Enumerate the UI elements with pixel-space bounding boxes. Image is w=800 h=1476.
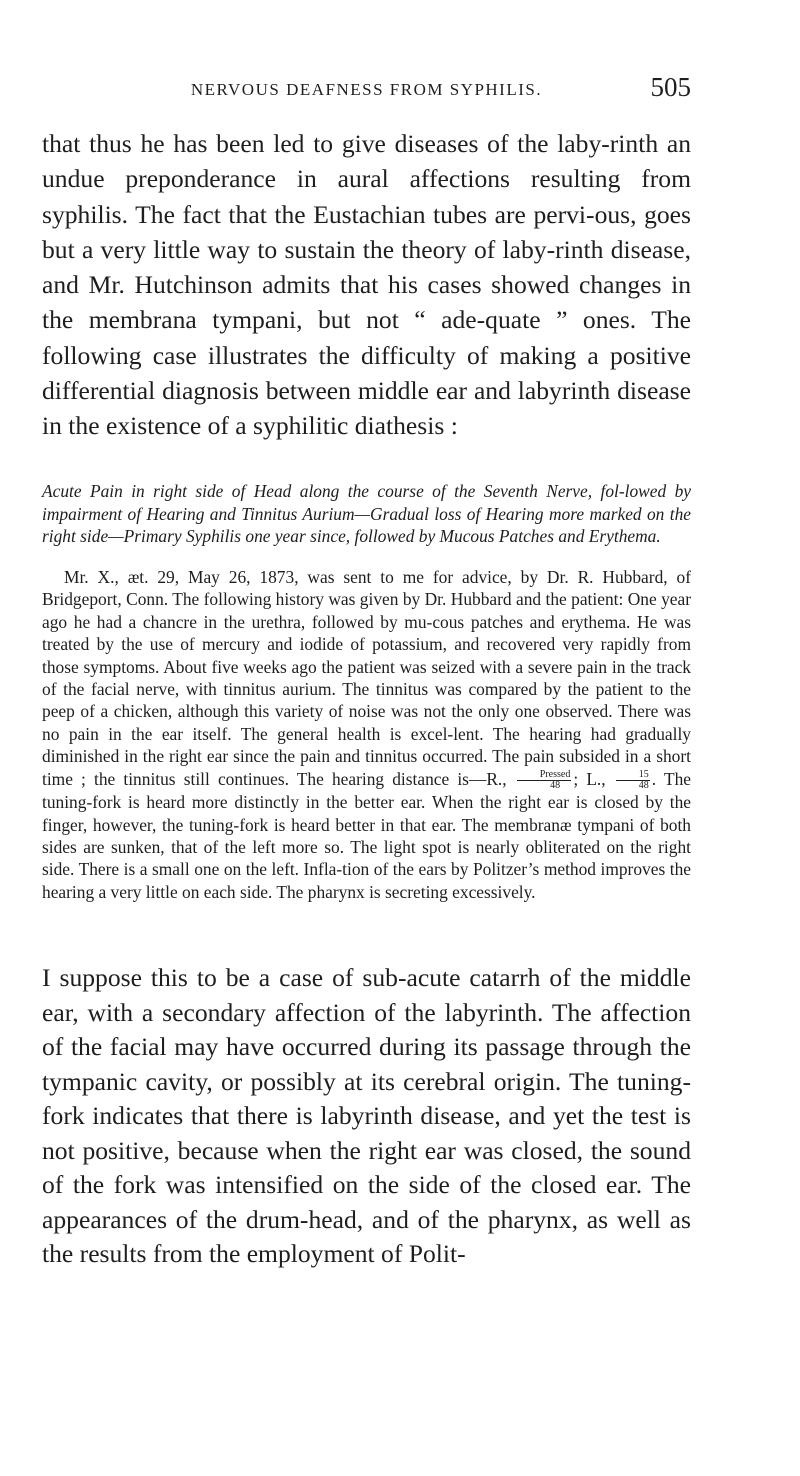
running-title: NERVOUS DEAFNESS FROM SYPHILIS. <box>190 80 543 99</box>
fraction-l-numerator: 15 <box>616 770 650 781</box>
running-head <box>42 70 691 110</box>
page-number: 505 <box>650 72 691 102</box>
fraction-l-denominator: 48 <box>638 780 649 792</box>
intro-paragraph: that thus he has been led to give diseases of the laby-rinth an undue preponderance in aural affections resulting from syphilis. The fact that the Eustachian tubes are pervi-ous, goes but a very little way to sustain the theory of laby-rinth disease, and Mr. Hutchinson admits that his cases showed changes in the membrana tympani, but not “ ade-quate ” ones. The following case illustrates the difficulty of making a positive differential diagnosis between middle ear and labyrinth disease in the existence of a syphilitic diathesis : <box>42 129 691 441</box>
case-report-text-2: ; L., <box>573 768 606 789</box>
case-report-text-3: . The tuning-fork is heard more distinctly in the better ear. When the right ear is closed by the finger, however, the tuning-fork is heard better in that ear. The membranæ tympani of both sides are sunken, that of the left more so. The light spot is nearly obliterated on the right side. There is a small one on the left. Infla-tion of the ears by Politzer’s method improves the hearing a very little on each side. The pharynx is secreting excessively. <box>42 768 691 902</box>
case-report-text-1: Mr. X., æt. 29, May 26, 1873, was sent to me for advice, by Dr. R. Hubbard, of Bridgeport, Conn. The following history was given by Dr. Hubbard and the patient: One year ago he had a chancre in the urethra, followed by mu-cous patches and erythema. He was treated by the use of mercury and iodide of potassium, and recovered very rapidly from those symptoms. About five weeks ago the patient was seized with a severe pain in the track of the facial nerve, with tinnitus aurium. The tinnitus was compared by the patient to the peep of a chicken, although this variety of noise was not the only one observed. There was no pain in the ear itself. The general health is excel-lent. The hearing had gradually diminished in the right ear since the pain and tinnitus occurred. The pain subsided in a short time ; the tinnitus still continues. The hearing distance is—R., <box>42 567 691 789</box>
hearing-distance-right-fraction <box>517 770 572 791</box>
conclusion-paragraph: I suppose this to be a case of sub-acute catarrh of the middle ear, with a secondary affection of the labyrinth. The affection of the facial may have occurred during its passage through the tympanic cavity, or possibly at its cerebral origin. The tuning-fork indicates that there is labyrinth disease, and yet the test is not positive, because when the right ear was closed, the sound of the fork was intensified on the side of the closed ear. The appearances of the drum-head, and of the pharynx, as well as the results from the employment of Polit- <box>42 963 691 1268</box>
hearing-distance-left-fraction <box>616 770 650 791</box>
case-report-paragraph <box>42 566 691 903</box>
case-heading: Acute Pain in right side of Head along the course of the Seventh Nerve, fol-lowed by impairment of Hearing and Tinnitus Aurium—Gradual loss of Hearing more marked on the right side—Primary Syphilis one year since, followed by Mucous Patches and Erythema. <box>42 481 691 546</box>
fraction-r-numerator: Pressed <box>517 770 572 781</box>
fraction-r-denominator: 48 <box>550 780 561 792</box>
